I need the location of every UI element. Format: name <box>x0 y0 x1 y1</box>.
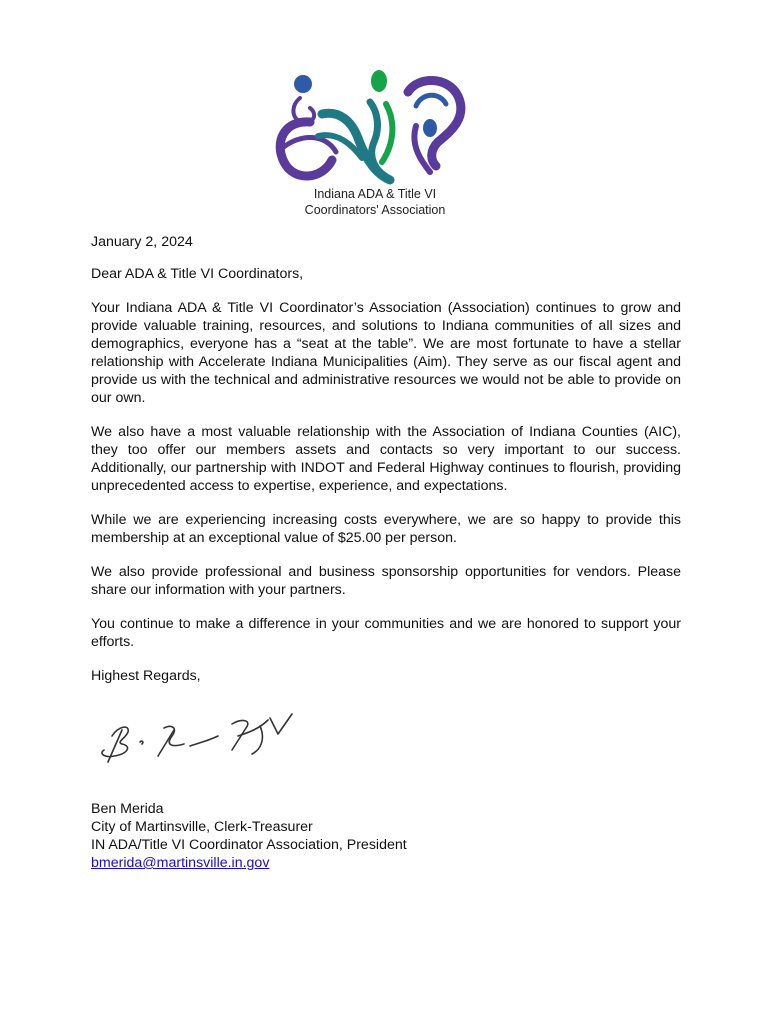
letter-body <box>91 233 681 701</box>
signature-block <box>91 800 407 872</box>
logo-line-1: Indiana ADA & Title VI <box>313 187 437 201</box>
signer-association-title: IN ADA/Title VI Coordinator Association, President <box>91 837 407 853</box>
paragraph: Your Indiana ADA & Title VI Coordinator’s Association (Association) continues to grow and provide valuable training, resources, and solutions to Indiana communities of all sizes and demographics, everyone has a “seat at the table”. We are most fortunate to have a stellar relationship with Accelerate Indiana Municipalities (Aim). They serve as our fiscal agent and provide us with the technical and administrative resources we would not be able to provide on our own. <box>91 300 681 406</box>
paragraph: We also have a most valuable relationship with the Association of Indiana Counties (AIC), they too offer our members assets and contacts so very important to our success. Additionally, our partnership with INDOT and Federal Highway continues to flourish, providing unprecedented access to expertise, experience, and expectations. <box>91 424 681 494</box>
logo-figures-graphic <box>270 62 470 187</box>
paragraph: While we are experiencing increasing costs everywhere, we are so happy to provide this membership at an exceptional value of $25.00 per person. <box>91 512 681 546</box>
letter-date: January 2, 2024 <box>91 234 193 250</box>
handwritten-signature <box>92 706 302 768</box>
logo-line-2: Coordinators' Association <box>304 203 446 217</box>
paragraph: You continue to make a difference in your communities and we are honored to support your efforts. <box>91 616 681 650</box>
salutation: Dear ADA & Title VI Coordinators, <box>91 266 304 282</box>
logo-caption <box>270 186 480 218</box>
signer-name: Ben Merida <box>91 801 164 817</box>
signer-title: City of Martinsville, Clerk-Treasurer <box>91 819 313 835</box>
association-logo <box>270 62 500 224</box>
closing: Highest Regards, <box>91 668 201 684</box>
paragraph: We also provide professional and business sponsorship opportunities for vendors. Please share our information with your partners. <box>91 564 681 598</box>
signer-email-link[interactable]: bmerida@martinsville.in.gov <box>91 855 270 871</box>
